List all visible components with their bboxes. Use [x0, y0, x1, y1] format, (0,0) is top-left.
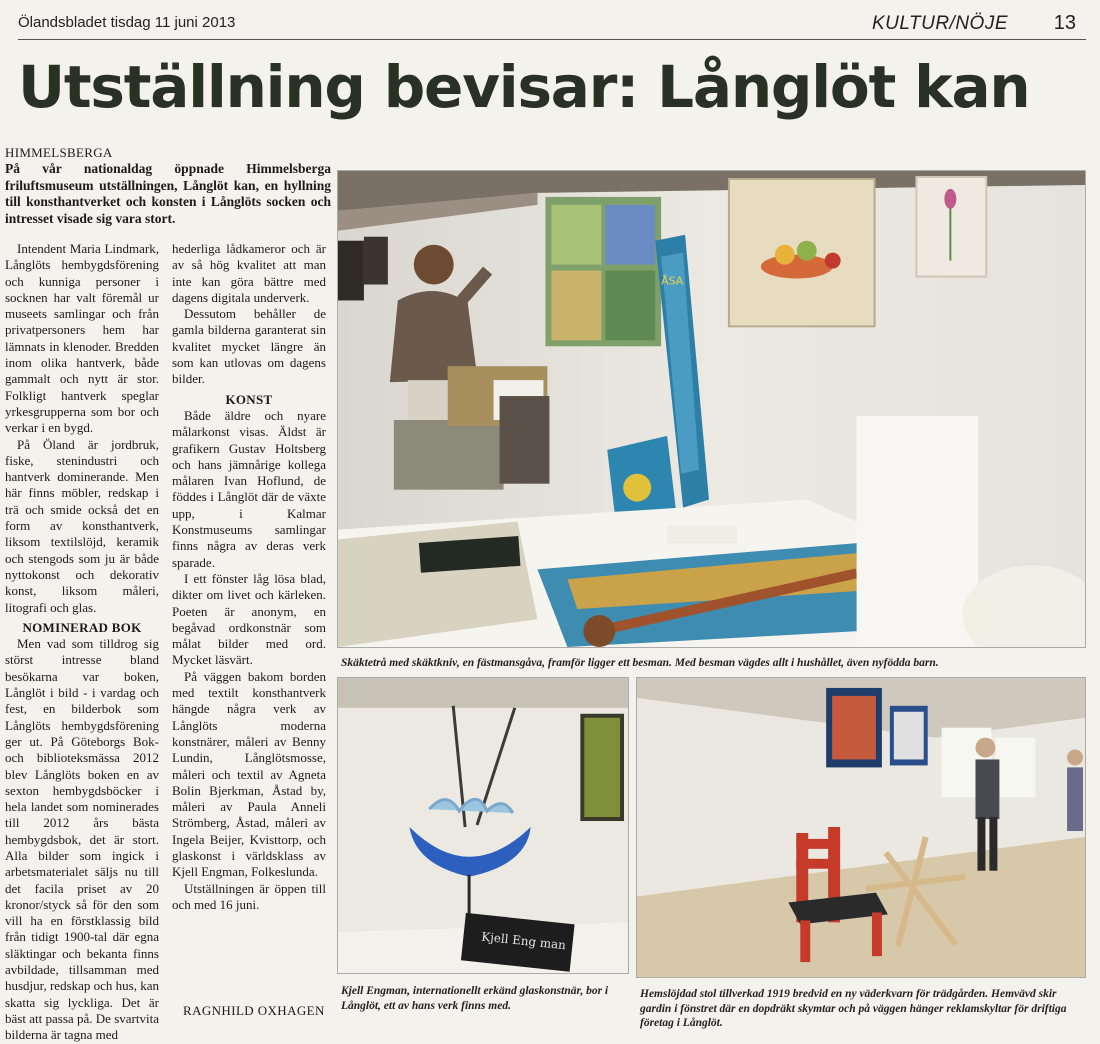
section-label: KULTUR/NÖJE: [871, 13, 1008, 34]
glass-art-photo: [337, 677, 629, 974]
body-paragraph: Men vad som tilldrog sig störst intresse bland besökarna var boken, Långlöt i bild - i vardag och fest, en bilderbok som Långlöts hembygdsförening ger ut. På Göteborgs Bok- och biblioteksmässa 2012 blev Långlöts boken en av sexton hembygdsböcker i hela landet som nominerades till 2012 års bästa hembygdsbok, det är stort. Alla bilder som ingick i arbetsmaterialet säljs nu till det facila priset av 20 kronor/styck så för den som vill ha en förstklassig bild från tidigt 1900-tal där egna släktingar och bekanta finns avbildade, tillsamman med husdjur, redskap och hus, kan skatta sig lyckliga. Det är bäst att passa på. De svartvita bilderna är tagna med: [5, 636, 160, 1043]
book-lettering: Kjell Eng man: [480, 929, 567, 953]
glass-scene: [338, 678, 628, 973]
visitor-figure: [414, 245, 454, 285]
body-column-2: [172, 241, 326, 913]
hall-photo: [636, 677, 1086, 978]
byline: RAGNHILD OXHAGEN: [183, 1003, 325, 1018]
main-photo-caption: Skäktetrå med skäktkniv, en fästmansgåva, framför ligger ett besman. Med besman vägdes allt i hushållet, även nyfödda barn.: [341, 657, 939, 669]
body-paragraph: På Öland är jordbruk, fiske, stenindustri och hantverk dominerande. Men här finns möbler, redskap i trä och smide också det en form av konsthantverk, liksom textilslöjd, keramik och stengods som ju är både nyttokonst och dekorativ konst, liksom måleri, litografi och glas.: [5, 436, 159, 615]
hall-scene: [637, 678, 1085, 977]
visitor-figure: [975, 738, 995, 758]
body-paragraph: Utställningen är öppen till och med 16 juni.: [172, 880, 326, 912]
article-headline: Utställning bevisar: Långlöt kan: [18, 53, 1030, 121]
body-paragraph: Intendent Maria Lindmark, Långlöts hembygdsförening och kunniga personer i socknen har valt föremål ur museets samlingar och från privatpersoners hem har lämnats in klenoder. Bredden inom olika hantverk, både gammalt och nytt är stor. Folkligt hantverk speglar yrkesgrupperna som bor och verkar i en bygd.: [5, 241, 159, 436]
body-paragraph: I ett fönster låg lösa blad, dikter om livet och kärleken. Poeten är anonym, en begåvad ordkonstnär som målat bilder med ord. Mycket läsvärt.: [172, 570, 326, 668]
body-paragraph: hederliga lådkameror och är av så hög kvalitet att man inte kan göra bättre med dagens digitala underverk.: [172, 241, 326, 305]
exhibition-photo: [337, 170, 1086, 648]
publication-date: Ölandsbladet tisdag 11 juni 2013: [18, 14, 236, 31]
subheading: NOMINERAD BOK: [22, 619, 142, 635]
body-paragraph: Dessutom behåller de gamla bilderna garanterat sin kvalitet mycket längre än som kan utlovas om dagens bilder.: [172, 306, 326, 387]
page-header: [18, 10, 1086, 40]
display-pedestal: [857, 416, 979, 647]
hall-photo-caption: Hemslöjdad stol tillverkad 1919 bredvid en ny väderkvarn för trädgården. Hemvävd skir gardin i fönstret där en dopdräkt skymtar och på väggen hänger reklamskyltar för driftiga företag i Långlöt.: [640, 988, 1067, 1029]
subheading: KONST: [225, 391, 273, 407]
page-number: 13: [1053, 12, 1076, 34]
wooden-chest: [394, 420, 504, 490]
article-lede: På vår nationaldag öppnade Himmelsberga friluftsmuseum utställningen, Långlöt kan, en hyllning till konsthantverket och konsten i Långlöts socken och intresset visade sig vara stort.: [5, 161, 331, 226]
body-column-1: [5, 241, 159, 1044]
exhibition-scene: [338, 171, 1085, 647]
glass-photo-caption: Kjell Engman, internationellt erkänd glaskonstnär, bor i Långlöt, ett av hans verk finns med.: [341, 985, 609, 1012]
dateline: HIMMELSBERGA: [5, 145, 113, 160]
skakttra-lettering: ÅSA: [661, 274, 684, 288]
body-paragraph: På väggen bakom borden med textilt konsthantverk hängde några verk av Långlöts moderna konstnärer, måleri av Benny Lundin, Långlötsmosse, måleri och textil av Agneta Bolin Bjerkman, Åstad by, måleri av Paula Anneli Strömberg, Åstad, måleri av Ingela Beijer, Kvisttorp, och glaskonst i världsklass av Kjell Engman, Folkeslunda.: [172, 668, 326, 880]
wall-frame: [338, 241, 364, 301]
body-paragraph: Både äldre och nyare målarkonst visas. Äldst är grafikern Gustav Holtsberg och hans jämnårige kollega målaren Ivan Hoflund, de föddes i Långlöt där de växte upp, i Kalmar Konstmuseums samlingar finns några av deras verk sparade.: [172, 407, 326, 570]
